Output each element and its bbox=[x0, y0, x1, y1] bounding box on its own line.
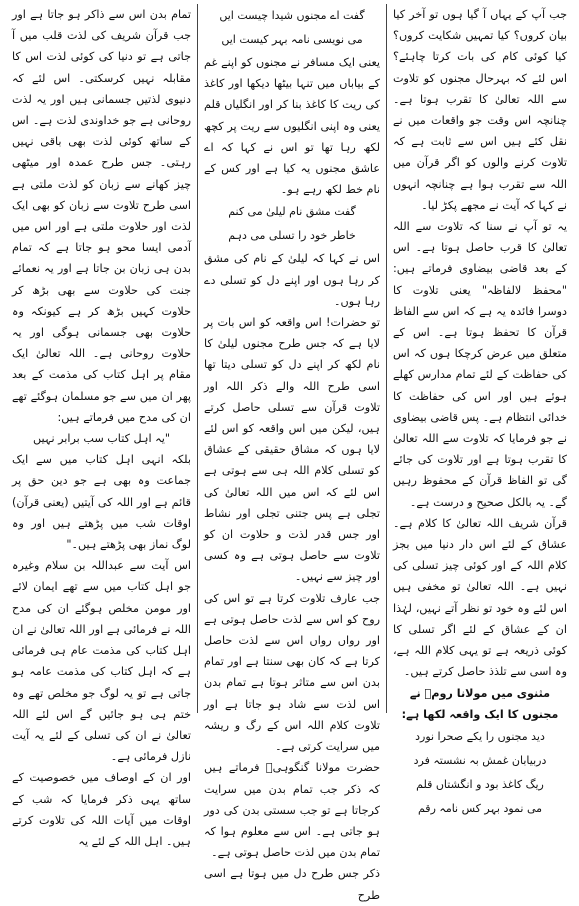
column-middle bbox=[197, 4, 387, 902]
verse-line: خاطر خود را تسلی می دہم bbox=[228, 229, 356, 243]
quote-paragraph: بلکہ انہی اہل کتاب میں سے ایک جماعت وہ بھی ہے جو دین حق پر قائم ہے اور اللہ کی آیتیں (یعنی قرآن) اوقات شب میں پڑھتے ہیں اور وہ لوگ نماز بھی پڑھتے ہیں۔" bbox=[12, 453, 191, 552]
column-left bbox=[6, 4, 197, 848]
verse-line: ریگ کاغذ بود و انگشتاں قلم bbox=[416, 777, 544, 791]
paragraph: اس نے کہا کہ لیلیٰ کے نام کی مشق کر رہا ہوں اور اپنے دل کو تسلی دے رہا ہوں۔ bbox=[204, 252, 380, 308]
paragraph: ذکر جس طرح دل میں ہوتا ہے اسی طرح bbox=[204, 867, 380, 902]
verse-line: گفت مشق نام لیلیٰ می کنم bbox=[228, 205, 356, 219]
section-heading: مثنوی میں مولانا رومؒ نے مجنوں کا ایک واقعہ لکھا ہے: bbox=[401, 686, 559, 721]
verse-line: دربیابان غمش بہ نشستہ فرد bbox=[413, 753, 547, 767]
column-right bbox=[387, 4, 573, 815]
paragraph: تو حضرات! اس واقعہ کو اس بات پر لایا ہے کہ جس طرح مجنوں لیلیٰ کا نام لکھ کر اپنے دل کو تسلی دیتا تھا اسی طرح اللہ والے ذکر اللہ اور تلاوت قرآن سے تسلی حاصل کرتے ہیں، لیکن میں اس واقعہ کو اس لئے لایا ہوں کہ مشاق حقیقی کے عشاق کو تسلی کلام اللہ ہی سے ہوتی ہے اس لئے کہ اس میں اللہ تعالیٰ کی تجلی ہے پس جتنی تجلی اور نشاط اور جس قدر لذت و حلاوت ان کو تلاوت سے حاصل ہوتی ہے وہ کسی اور چیز سے نہیں۔ bbox=[204, 316, 380, 584]
paragraph: حضرت مولانا گنگوہیؒ فرماتے ہیں کہ ذکر جب تمام بدن میں سرایت کرجاتا ہے تو جب سستی بدن کی دور ہو جاتی ہے۔ اس سے معلوم ہوا کہ تمام بدن میں لذت حاصل ہوتی ہے۔ bbox=[204, 761, 380, 860]
paragraph: یہ تو آپ نے سنا کہ تلاوت سے اللہ تعالیٰ کا قرب حاصل ہوتا ہے۔ اس کے بعد قاضی بیضاوی فرماتے ہیں: "محفظ لالفاظہ" یعنی تلاوت کا دوسرا فائدہ یہ ہے کہ اس سے الفاظ قرآن کا تحفظ ہوتا ہے۔ اس کے متعلق میں عرض کرچکا ہوں کہ اس کی حفاظت کے لئے تمام مدارس کھلے ہوئے ہیں اور اس کی حفاظت کا خدائی انتظام ہے۔ پس قاضی بیضاوی نے جو فرمایا کہ تلاوت سے اللہ تعالیٰ کا تقرب ہوتا ہے اور تلاوت کی جائے گی تو الفاظ قرآن کے محفوظ رہیں گے۔ یہ بالکل صحیح و درست ہے۔ bbox=[393, 220, 567, 509]
quote-line: "یہ اہل کتاب سب برابر نہیں bbox=[33, 432, 170, 446]
verse-line: دید مجنوں را یکے صحرا نورد bbox=[415, 729, 545, 743]
verse-line: می نویسی نامہ بہر کیست ایں bbox=[221, 33, 363, 46]
verse-line: می نمود بہر کس نامہ رقم bbox=[417, 801, 543, 815]
paragraph: قرآن شریف اللہ تعالیٰ کا کلام ہے۔ عشاق کے لئے اس دار دنیا میں بجز کلام اللہ کے اور کوئی چیز تسلی کی نہیں ہے۔ اللہ تعالیٰ تو مخفی ہیں اس لئے وہ خود تو نظر آتے نہیں، لہٰذا ان کے عشاق کے لئے اگر تسلی کا کوئی ذریعہ ہے تو یہی کلام اللہ ہے، وہ اسی سے تلذذ حاصل کرتے ہیں۔ bbox=[393, 516, 567, 679]
verse-line: گفت اے مجنوں شیدا چیست ایں bbox=[219, 9, 365, 22]
paragraph: اور ان کے اوصاف میں خصوصیت کے ساتھ یہی ذکر فرمایا کہ شب کے اوقات میں آیات اللہ کی تلاوت کرتے ہیں۔ اہل اللہ کے لئے یہ bbox=[12, 771, 191, 848]
paragraph: اس آیت سے عبداللہ بن سلام وغیرہ جو اہل کتاب میں سے تھے ایمان لائے اور مومن مخلص ہوگئے ان کی مدح اللہ نے فرمائی ہے اور اللہ تعالیٰ نے ان اہل کتاب کی مذمت عام ہی فرمائی ہے کہ اہل کتاب کی مذمت عامہ ہو جاتی ہے تو یہ لوگ جو مخلص تھے وہ ختم ہی ہو جائیں گے اس لئے اللہ تعالیٰ نے ان کی تسلی کے لئے یہ آیت نازل فرمائی ہے۔ bbox=[12, 559, 191, 764]
paragraph: جب آپ کے یہاں آ گیا ہوں تو آخر کیا بیان کروں؟ کیا تمہیں شکایت کروں؟ کیا کوئی کام کی بات کرتا چاہئے؟ اس لئے کہ بہرحال مجنوں کو تلاوت سے اللہ تعالیٰ کا تقرب ہوتا ہے۔ چنانچہ اس وقت جو واقعات میں نے نقل کئے ہیں اس سے ثابت ہے کہ تلاوت کرنے والوں کو اگر قرآن میں اللہ سے تقرب ہوا ہے چنانچہ انہوں نے کہا کہ آیت نے مجھے پکڑ لیا۔ bbox=[393, 8, 567, 212]
paragraph: جب عارف تلاوت کرتا ہے تو اس کی روح کو اس سے لذت حاصل ہوتی ہے اور رواں رواں اس سے لذت حاصل کرتا ہے کہ کان بھی سنتا ہے اور تمام بدن اس سے متاثر ہوتا ہے تمام بدن اس لذت سے شاد ہو جاتا ہے اور تلاوت کلام اللہ اس کے رگ و ریشہ میں سرایت کرتی ہے۔ bbox=[204, 591, 380, 754]
paragraph: یعنی ایک مسافر نے مجنوں کو اپنے غم کے بیاباں میں تنہا بیٹھا دیکھا اور کاغذ کی ریت کا کاغذ بنا کر اور انگلیاں قلم یعنی وہ اپنی انگلیوں سے ریت پر کچھ لکھ رہا تھا تو اس نے کہا کہ اے عاشق مجنوں یہ کیا ہے اور کس کے نام خط لکھ رہے ہو۔ bbox=[204, 56, 380, 197]
paragraph: تمام بدن اس سے ذاکر ہو جاتا ہے اور جب قرآن شریف کی لذت قلب میں آ جاتی ہے تو دنیا کی کوئی لذت اس کا مقابلہ نہیں کرسکتی۔ اس لئے کہ دنیوی لذتیں جسمانی ہیں اور یہ لذت روحانی ہے جو خداوندی لذت ہے۔ اس کے ساتھ کوئی لذت بھی باقی نہیں رہتی۔ جس طرح عمدہ اور میٹھی چیز کھانے سے زبان کو لذت ملتی ہے اسی طرح تلاوت سے زبان کو بھی ایک لذت اور حلاوت ملتی ہے اور اس میں آدمی ایسا محو ہو جاتا ہے کہ تمام بدن ہی زبان بن جاتا ہے اور یہ نعمائے جنت کی حلاوت سے بھی بڑھ کر حلاوت کہیں بڑھ کر ہے کیونکہ وہ حلاوت بھی جسمانی ہوگی اور یہ حلاوت روحانی ہے۔ اللہ تعالیٰ ایک مقام پر اہل کتاب کی مذمت کے بعد پھر ان میں سے جو مسلمان ہوگئے تھے ان کی مدح میں فرماتے ہیں: bbox=[12, 8, 191, 424]
